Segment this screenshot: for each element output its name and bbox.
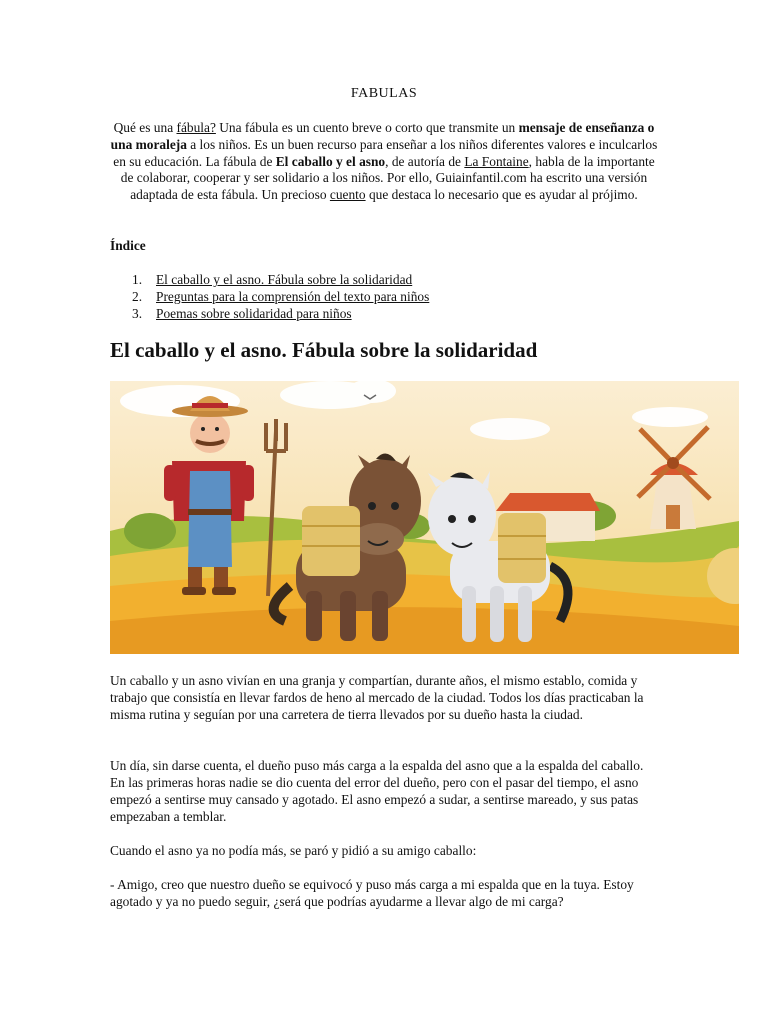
story-paragraph: Un día, sin darse cuenta, el dueño puso más carga a la espalda del asno que a la espalda del caballo. En las primeras horas nadie se dio cuenta del error del dueño, pero con el pasar del tiempo, el asno empezó a sentirse muy cansado y agotado. El asno empezó a sudar, a sentirse mareado, y sus patas empezaban a temblar. <box>110 758 644 824</box>
index-item <box>132 305 429 322</box>
farm-scene-illustration <box>110 381 739 654</box>
link-la-fontaine[interactable]: La Fontaine <box>464 153 529 169</box>
index-link-preguntas[interactable]: Preguntas para la comprensión del texto para niños <box>156 289 430 304</box>
index-list <box>132 271 429 322</box>
index-item <box>132 288 429 305</box>
index-link-poemas[interactable]: Poemas sobre solidaridad para niños <box>156 306 352 321</box>
index-item-number: 3. <box>132 306 143 321</box>
index-item <box>132 271 429 288</box>
link-fabula[interactable]: fábula? <box>176 120 216 135</box>
story-paragraph: - Amigo, creo que nuestro dueño se equivocó y puso más carga a mi espalda que en la tuya. Estoy agotado y ya no puedo seguir, ¿será que podrías ayudarme a llevar algo de mi carga? <box>110 877 634 909</box>
intro-paragraph <box>110 120 658 204</box>
story-paragraph: Un caballo y un asno vivían en una granja y compartían, durante años, el mismo establo, comida y trabajo que consistía en llevar fardos de heno al mercado de la ciudad. Todos los días practicaban la misma rutina y seguían por una carretera de tierra llevados por su dueño hasta la ciudad. <box>110 673 644 722</box>
document-title: FABULAS <box>350 86 418 101</box>
intro-bold-fabula: El caballo y el asno <box>275 153 386 169</box>
intro-text-4: , de autoría de <box>385 153 465 169</box>
intro-bold-mensaje: mensaje de enseñanza o una moraleja <box>110 120 655 152</box>
intro-text-2: Una fábula es un cuento breve o corto que transmite un <box>215 120 519 135</box>
index-heading: Índice <box>110 238 146 253</box>
intro-text-6: que destaca lo necesario que es ayudar al prójimo. <box>365 187 638 203</box>
index-item-number: 1. <box>132 272 143 287</box>
intro-text-3: a los niños. Es un buen recurso para enseñar a los niños diferentes valores e inculcarlos en su educación. La fábula de <box>113 136 658 169</box>
intro-text-5: , habla de la importante de colaborar, cooperar y ser solidario a los niños. Por ello, Guiainfantil.com ha escrito una versión adaptada de esta fábula. Un precioso <box>120 153 655 203</box>
story-paragraph: Cuando el asno ya no podía más, se paró y pidió a su amigo caballo: <box>110 843 477 858</box>
intro-text-1: Qué es una <box>113 120 177 135</box>
link-cuento[interactable]: cuento <box>329 187 366 203</box>
section-heading: El caballo y el asno. Fábula sobre la solidaridad <box>110 338 538 362</box>
index-item-number: 2. <box>132 289 143 304</box>
index-link-fabula[interactable]: El caballo y el asno. Fábula sobre la solidaridad <box>156 272 413 287</box>
fable-illustration <box>110 381 739 654</box>
